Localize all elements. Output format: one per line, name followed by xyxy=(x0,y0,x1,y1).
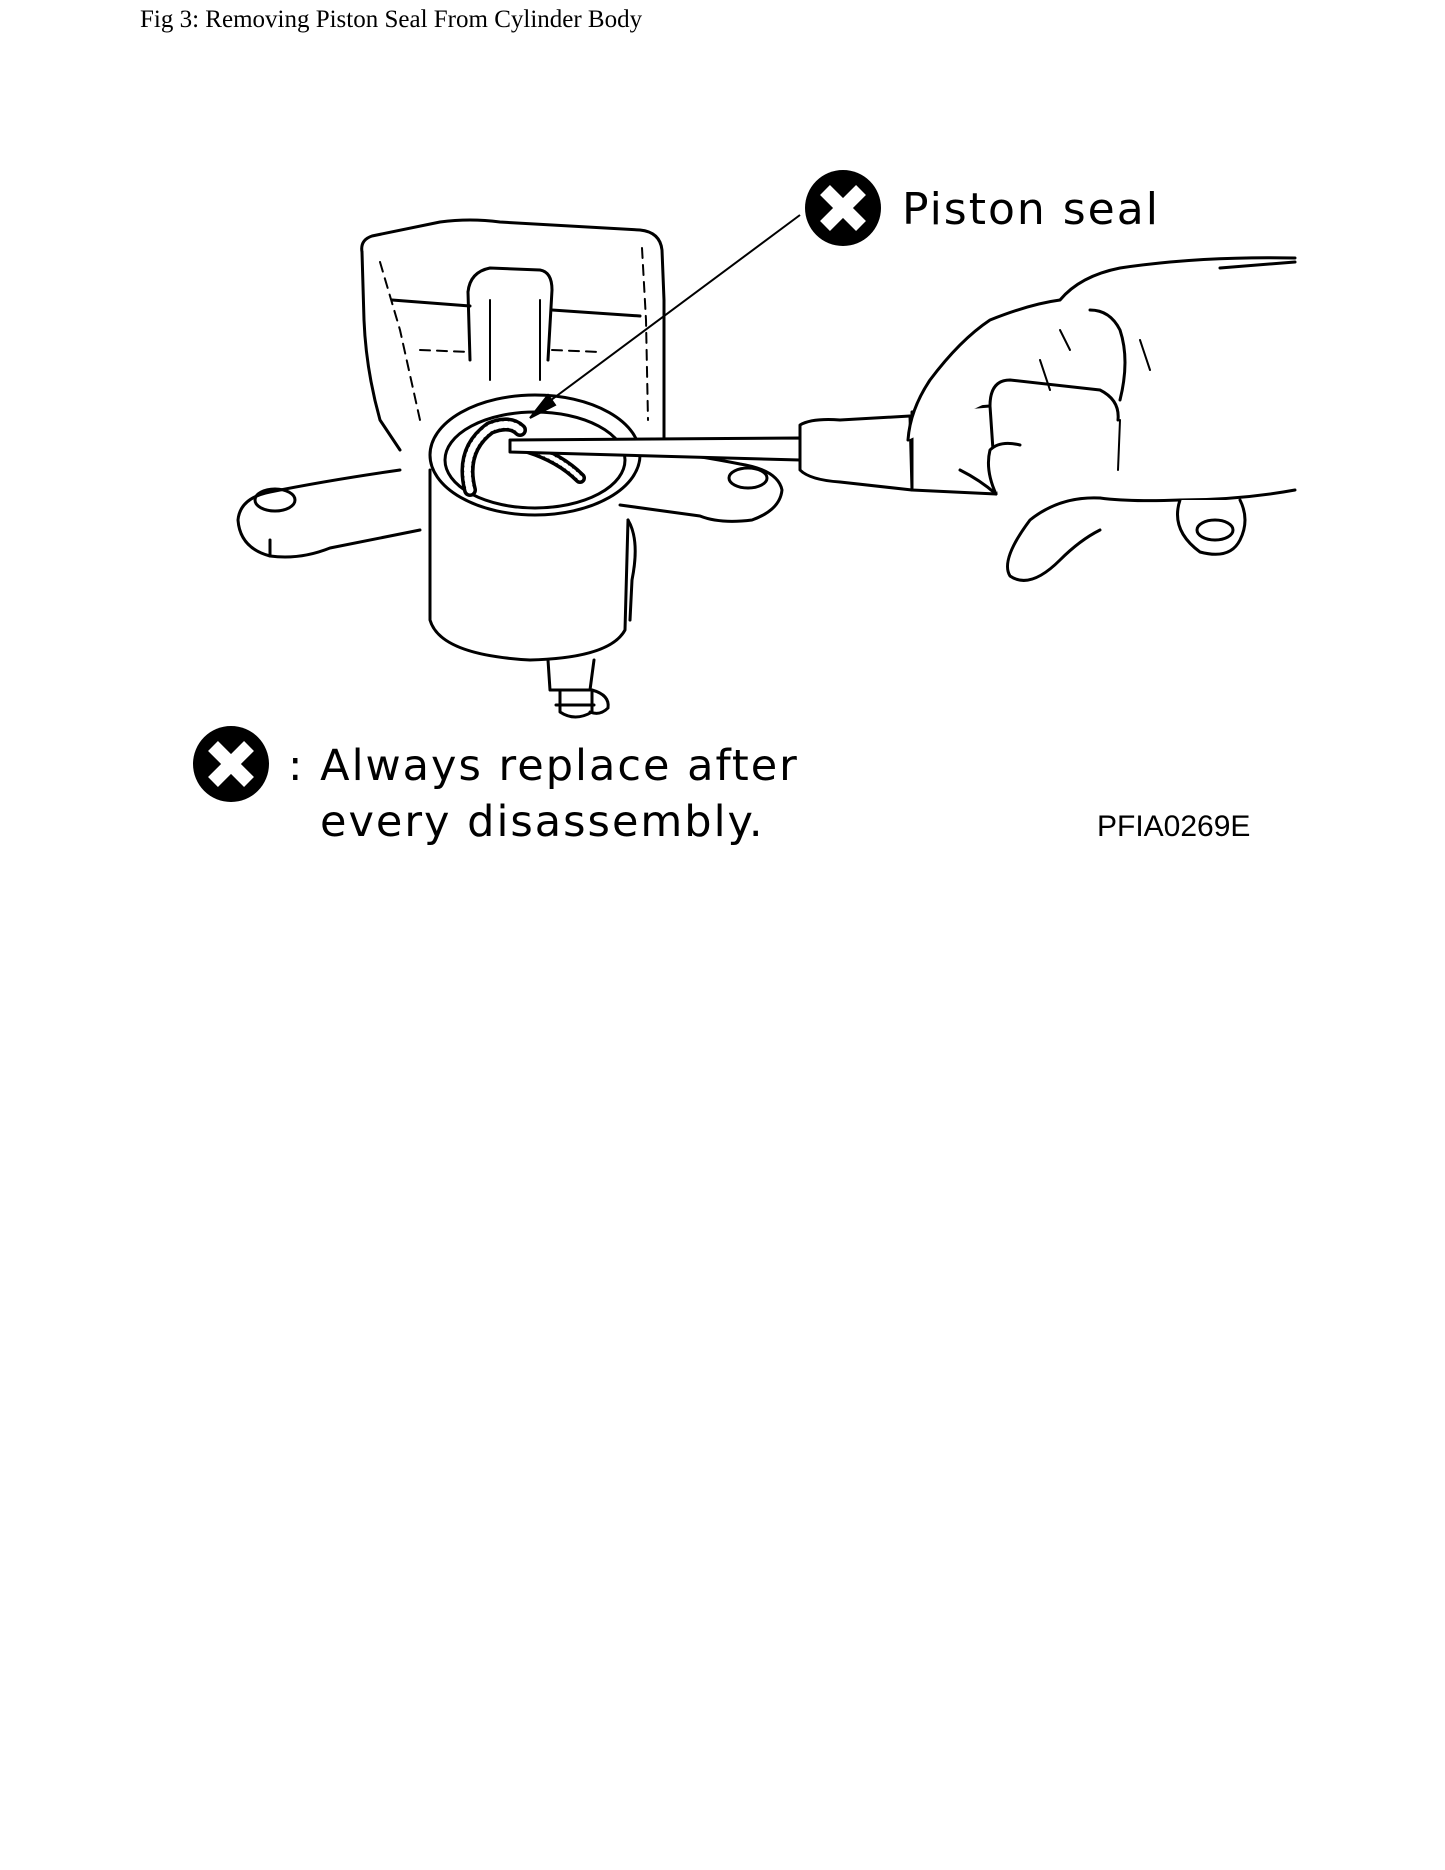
figure-caption: Fig 3: Removing Piston Seal From Cylinder Body xyxy=(140,6,643,33)
caliper-body xyxy=(238,220,782,717)
caliper-diagram xyxy=(0,0,1445,900)
piston-seal xyxy=(468,424,581,490)
legend-text-line1: : Always replace after xyxy=(288,741,799,791)
figure-code: PFIA0269E xyxy=(1097,810,1251,843)
legend-text-line2: every disassembly. xyxy=(320,797,765,847)
callout-label: Piston seal xyxy=(902,184,1160,235)
legend-circled-x-icon xyxy=(193,726,269,802)
circled-x-icon xyxy=(805,170,881,246)
